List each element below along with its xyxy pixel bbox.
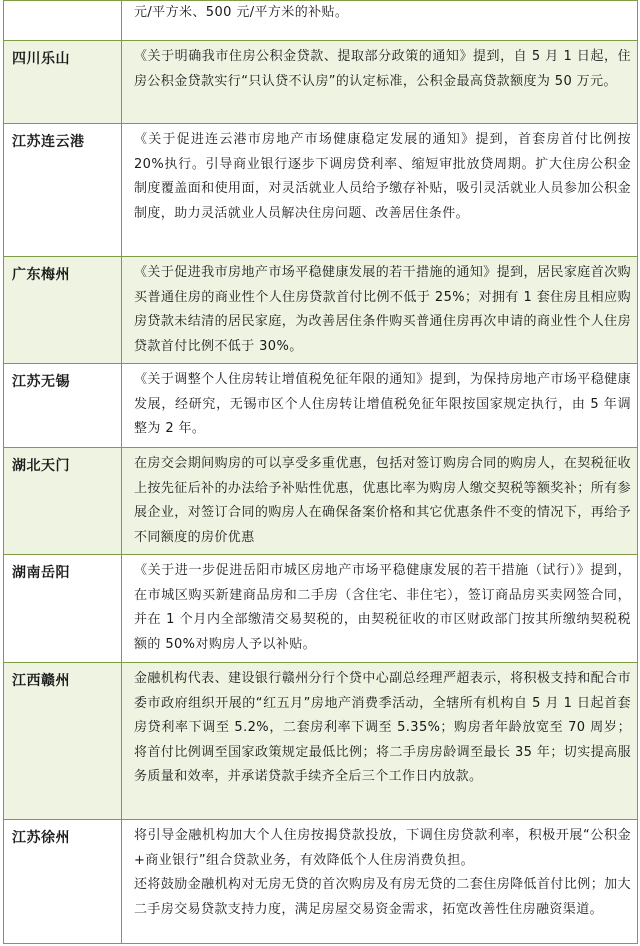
policy-text xyxy=(122,663,638,820)
policy-paragraph: 在房交会期间购房的可以享受多重优惠，包括对签订购房合同的购房人，在契税征收上按先征后补的办法给予补贴性优惠，优惠比率为购房人缴交契税等额奖补；所有参展企业，对签订合同的购房人在确保备案价格和其它优惠条件不变的情况下，再给予不同额度的房价优惠 xyxy=(134,456,631,545)
table-row xyxy=(4,124,638,257)
policy-paragraph: 元/平方米、500 元/平方米的补贴。 xyxy=(134,5,349,20)
table-row xyxy=(4,1,638,41)
table-row xyxy=(4,555,638,663)
policy-text xyxy=(122,124,638,257)
table-row xyxy=(4,820,638,944)
table-row xyxy=(4,41,638,124)
policy-text xyxy=(122,41,638,124)
policy-paragraph: 《关于促进连云港市房地产市场健康稳定发展的通知》提到，首套房首付比例按 20%执行。引导商业银行逐步下调房贷利率、缩短审批放贷周期。扩大住房公积金制度覆盖面和使用面，对灵活就业人员给予缴存补贴，吸引灵活就业人员参加公积金制度，助力灵活就业人员解决住房问题、改善居住条件。 xyxy=(134,132,631,221)
city-name: 四川乐山 xyxy=(4,41,122,124)
city-name: 江西赣州 xyxy=(4,663,122,820)
city-name: 湖南岳阳 xyxy=(4,555,122,663)
policy-paragraph: 《关于调整个人住房转让增值税免征年限的通知》提到，为保持房地产市场平稳健康发展，经研究，无锡市区个人住房转让增值税免征年限按国家规定执行，由 5 年调整为 2 年。 xyxy=(134,372,631,436)
table-row xyxy=(4,257,638,364)
city-name: 湖北天门 xyxy=(4,448,122,555)
city-name: 江苏连云港 xyxy=(4,124,122,257)
city-name: 江苏徐州 xyxy=(4,820,122,944)
policy-text xyxy=(122,1,638,41)
policy-text xyxy=(122,257,638,364)
policy-text xyxy=(122,555,638,663)
policy-paragraph: 《关于促进我市房地产市场平稳健康发展的若干措施的通知》提到，居民家庭首次购买普通住房的商业性个人住房贷款首付比例不低于 25%；对拥有 1 套住房且相应购房贷款未结清的居民家庭，为改善居住条件购买普通住房再次申请的商业性个人住房贷款首付比例不低于 30%。 xyxy=(134,265,631,354)
policy-text xyxy=(122,364,638,448)
table-body xyxy=(4,1,638,944)
policy-text xyxy=(122,820,638,944)
policy-paragraph: 还将鼓励金融机构对无房无贷的首次购房及有房无贷的二套住房降低首付比例；加大二手房交易贷款支持力度，满足房屋交易资金需求，拓宽改善性住房融资渠道。 xyxy=(134,877,631,917)
policy-text xyxy=(122,448,638,555)
policy-paragraph: 《关于进一步促进岳阳市城区房地产市场平稳健康发展的若干措施（试行）》提到，在市城区购买新建商品房和二手房（含住宅、非住宅），签订商品房买卖网签合同，并在 1 个月内全部缴清交易契税的，由契税征收的市区财政部门按其所缴纳契税税额的 50%对购房人予以补贴。 xyxy=(134,563,631,652)
city-name: 广东梅州 xyxy=(4,257,122,364)
city-name xyxy=(4,1,122,41)
table-row xyxy=(4,448,638,555)
policy-paragraph: 金融机构代表、建设银行赣州分行个贷中心副总经理严超表示，将积极支持和配合市委市政府组织开展的“红五月”房地产消费季活动，全辖所有机构自 5 月 1 日起首套房贷利率下调至 5.2%，二套房利率下调至 5.35%；购房者年龄放宽至 70 周岁；将首付比例调至国家政策规定最低比例；将二手房房龄调至最长 35 年；切实提高服务质量和效率，并承诺贷款手续齐全后三个工作日内放款。 xyxy=(134,671,631,784)
policy-paragraph: 将引导金融机构加大个人住房按揭贷款投放，下调住房贷款利率，积极开展“公积金+商业银行”组合贷款业务，有效降低个人住房消费负担。 xyxy=(134,828,631,868)
city-policy-table xyxy=(3,0,638,944)
city-name: 江苏无锡 xyxy=(4,364,122,448)
policy-paragraph: 《关于明确我市住房公积金贷款、提取部分政策的通知》提到，自 5 月 1 日起，住房公积金贷款实行“只认贷不认房”的认定标准，公积金最高贷款额度为 50 万元。 xyxy=(134,49,631,89)
table-row xyxy=(4,364,638,448)
table-row xyxy=(4,663,638,820)
